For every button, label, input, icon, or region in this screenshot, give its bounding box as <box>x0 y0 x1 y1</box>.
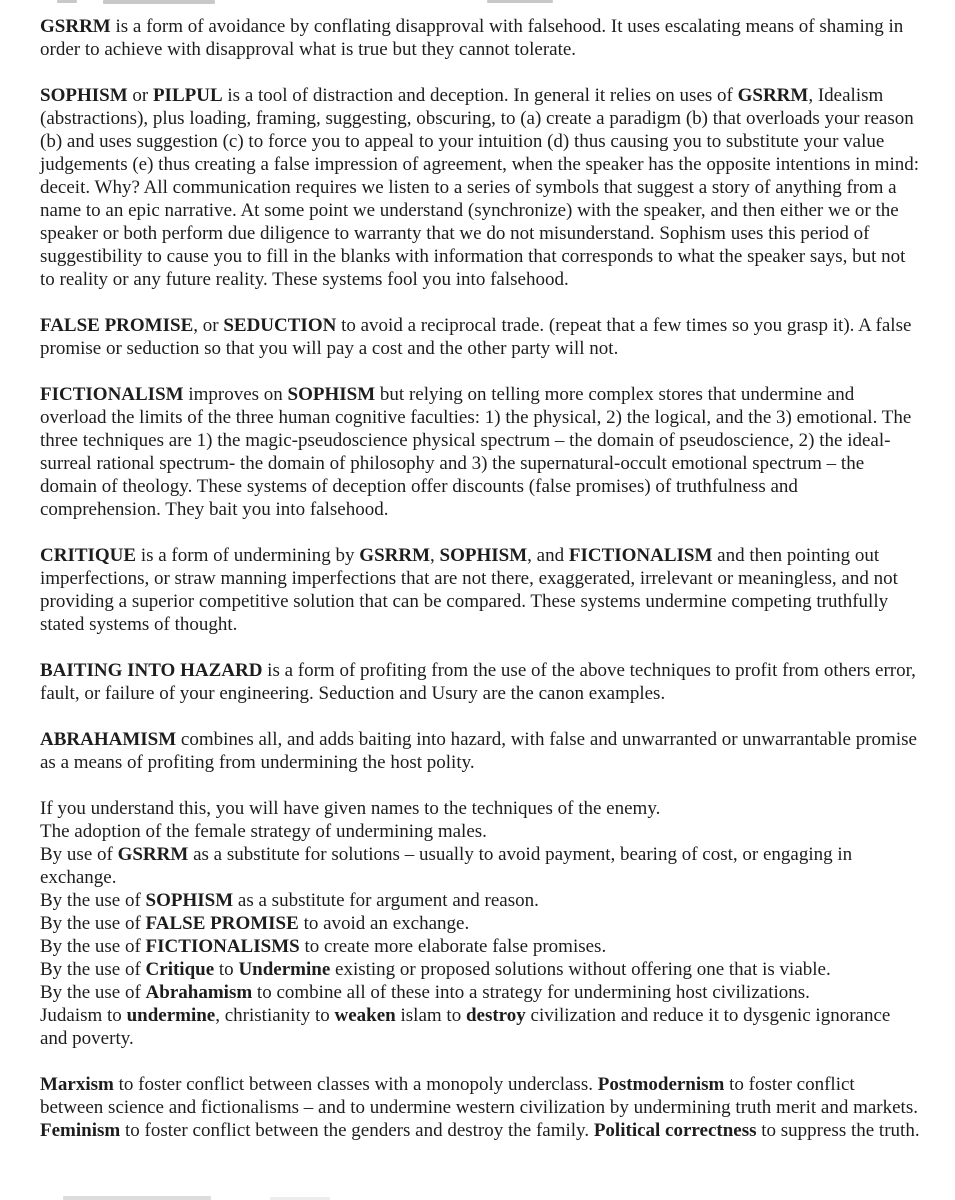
bold-term: FICTIONALISM <box>568 545 713 566</box>
bold-term: SOPHISM <box>145 890 234 911</box>
bold-term: CRITIQUE <box>40 545 137 566</box>
bold-term: Abrahamism <box>145 982 253 1003</box>
bold-term: GSRRM <box>117 844 189 865</box>
text-run: By the use of <box>40 982 146 1003</box>
bold-term: Marxism <box>40 1074 114 1095</box>
cropped-text-artifact-top <box>57 0 77 3</box>
text-run: By the use of <box>40 936 146 957</box>
bold-term: Feminism <box>40 1120 121 1141</box>
bold-term: Postmodernism <box>597 1074 725 1095</box>
line-judaism <box>40 1004 922 1050</box>
text-run: If you understand this, you will have given names to the techniques of the enemy. <box>40 798 661 819</box>
para-baiting-into-hazard <box>40 659 922 705</box>
line-by-use-abrahamism <box>40 981 922 1004</box>
bold-term: GSRRM <box>40 16 111 37</box>
text-run: as a substitute for solutions – usually to avoid payment, bearing of cost, or engaging in exchange. <box>40 844 853 888</box>
para-critique <box>40 544 922 636</box>
text-run: to foster conflict between classes with a monopoly underclass. <box>113 1074 598 1095</box>
text-run: to avoid an exchange. <box>298 913 470 934</box>
para-false-promise <box>40 314 922 360</box>
para-sophism <box>40 84 922 291</box>
text-run: to avoid a reciprocal trade. (repeat that a few times so you grasp it). A false promise or seduction so that you will pay a cost and the other party will not. <box>40 315 912 359</box>
text-run: to foster conflict between the genders and destroy the family. <box>120 1120 594 1141</box>
cropped-text-artifact-bottom <box>63 1196 211 1200</box>
bold-term: Critique <box>145 959 215 980</box>
bold-term: destroy <box>465 1005 526 1026</box>
para-marxism <box>40 1073 922 1142</box>
text-run: improves on <box>183 384 288 405</box>
bold-term: FICTIONALISM <box>40 384 184 405</box>
text-run: civilization and reduce it to dysgenic ignorance and poverty. <box>40 1005 891 1049</box>
line-if-you-understand <box>40 797 922 820</box>
bold-term: BAITING INTO HAZARD <box>40 660 263 681</box>
text-run: to create more elaborate false promises. <box>299 936 607 957</box>
bold-term: FALSE PROMISE <box>40 315 194 336</box>
text-run: The adoption of the female strategy of undermining males. <box>40 821 487 842</box>
text-run: to suppress the truth. <box>756 1120 920 1141</box>
bold-term: FALSE PROMISE <box>145 913 299 934</box>
line-female-strategy <box>40 820 922 843</box>
text-run: By the use of <box>40 959 146 980</box>
text-run: islam to <box>395 1005 466 1026</box>
text-run: combines all, and adds baiting into hazard, with false and unwarranted or unwarrantable promise as a means of profiting from undermining the host polity. <box>40 729 917 773</box>
text-run: to <box>214 959 239 980</box>
bold-term: weaken <box>334 1005 396 1026</box>
text-run: to combine all of these into a strategy for undermining host civilizations. <box>252 982 810 1003</box>
bold-term: undermine <box>126 1005 216 1026</box>
text-run: , christianity to <box>215 1005 335 1026</box>
bold-term: PILPUL <box>152 85 223 106</box>
text-run: , and <box>527 545 569 566</box>
text-run: is a form of profiting from the use of the above techniques to profit from others error, fault, or failure of your engineering. Seduction and Usury are the canon examples. <box>40 660 916 704</box>
bold-term: ABRAHAMISM <box>40 729 177 750</box>
line-by-use-false-promise <box>40 912 922 935</box>
text-run: and then pointing out imperfections, or straw manning imperfections that are not there, exaggerated, irrelevant or meaningless, and not providing a superior competitive solution that can be compared. These systems undermine competing truthfully stated systems of thought. <box>40 545 898 635</box>
line-by-use-gsrrm <box>40 843 922 889</box>
text-run: is a form of undermining by <box>136 545 360 566</box>
text-run: is a tool of distraction and deception. In general it relies on uses of <box>222 85 738 106</box>
text-run: , Idealism (abstractions), plus loading, framing, suggesting, obscuring, to (a) create a paradigm (b) that overloads your reason (b) and uses suggestion (c) to force you to appeal to your intuition (d) thus causing you to substitute your value judgements (e) thus creating a false impression of agreement, when the speaker has the opposite intentions in mind: deceit. Why? All communication requires we listen to a series of symbols that suggest a story of anything from a name to an epic narrative. At some point we understand (synchronize) with the speaker, and then either we or the speaker or both perform due diligence to warranty that we do not misunderstand. Sophism uses this period of suggestibility to cause you to fill in the blanks with information that corresponds to what the speaker says, but not to reality or any future reality. These systems fool you into falsehood. <box>40 85 920 290</box>
text-run: but relying on telling more complex stores that undermine and overload the limits of the three human cognitive faculties: 1) the physical, 2) the logical, and the 3) emotional. The three techniques are 1) the magic-pseudoscience physical spectrum – the domain of pseudoscience, 2) the ideal-surreal rational spectrum- the domain of philosophy and 3) the supernatural-occult emotional spectrum – the domain of theology. These systems of deception offer discounts (false promises) of truthfulness and comprehension. They bait you into falsehood. <box>40 384 912 520</box>
bold-term: FICTIONALISMS <box>145 936 300 957</box>
text-run: is a form of avoidance by conflating disapproval with falsehood. It uses escalating means of shaming in order to achieve with disapproval what is true but they cannot tolerate. <box>40 16 904 60</box>
bold-term: GSRRM <box>737 85 809 106</box>
bold-term: Undermine <box>238 959 331 980</box>
para-abrahamism <box>40 728 922 774</box>
para-fictionalism <box>40 383 922 521</box>
text-run: By the use of <box>40 890 146 911</box>
cropped-text-artifact-top <box>103 0 215 4</box>
para-gsrrm <box>40 15 922 61</box>
text-run: By use of <box>40 844 118 865</box>
bold-term: SEDUCTION <box>223 315 337 336</box>
bold-term: GSRRM <box>359 545 431 566</box>
text-run: to foster conflict between science and fictionalisms – and to undermine western civilization by undermining truth merit and markets. <box>40 1074 918 1118</box>
text-run: or <box>127 85 153 106</box>
cropped-text-artifact-top <box>487 0 553 3</box>
text-run: , or <box>193 315 224 336</box>
text-run: Judaism to <box>40 1005 127 1026</box>
text-run: By the use of <box>40 913 146 934</box>
document-text <box>40 15 922 1142</box>
line-by-use-critique <box>40 958 922 981</box>
bold-term: SOPHISM <box>439 545 528 566</box>
text-run: , <box>430 545 440 566</box>
bold-term: SOPHISM <box>40 85 128 106</box>
bold-term: SOPHISM <box>287 384 376 405</box>
line-by-use-sophism <box>40 889 922 912</box>
text-run: existing or proposed solutions without offering one that is viable. <box>330 959 831 980</box>
line-by-use-fictionalisms <box>40 935 922 958</box>
bold-term: Political correctness <box>593 1120 757 1141</box>
text-run: as a substitute for argument and reason. <box>233 890 539 911</box>
